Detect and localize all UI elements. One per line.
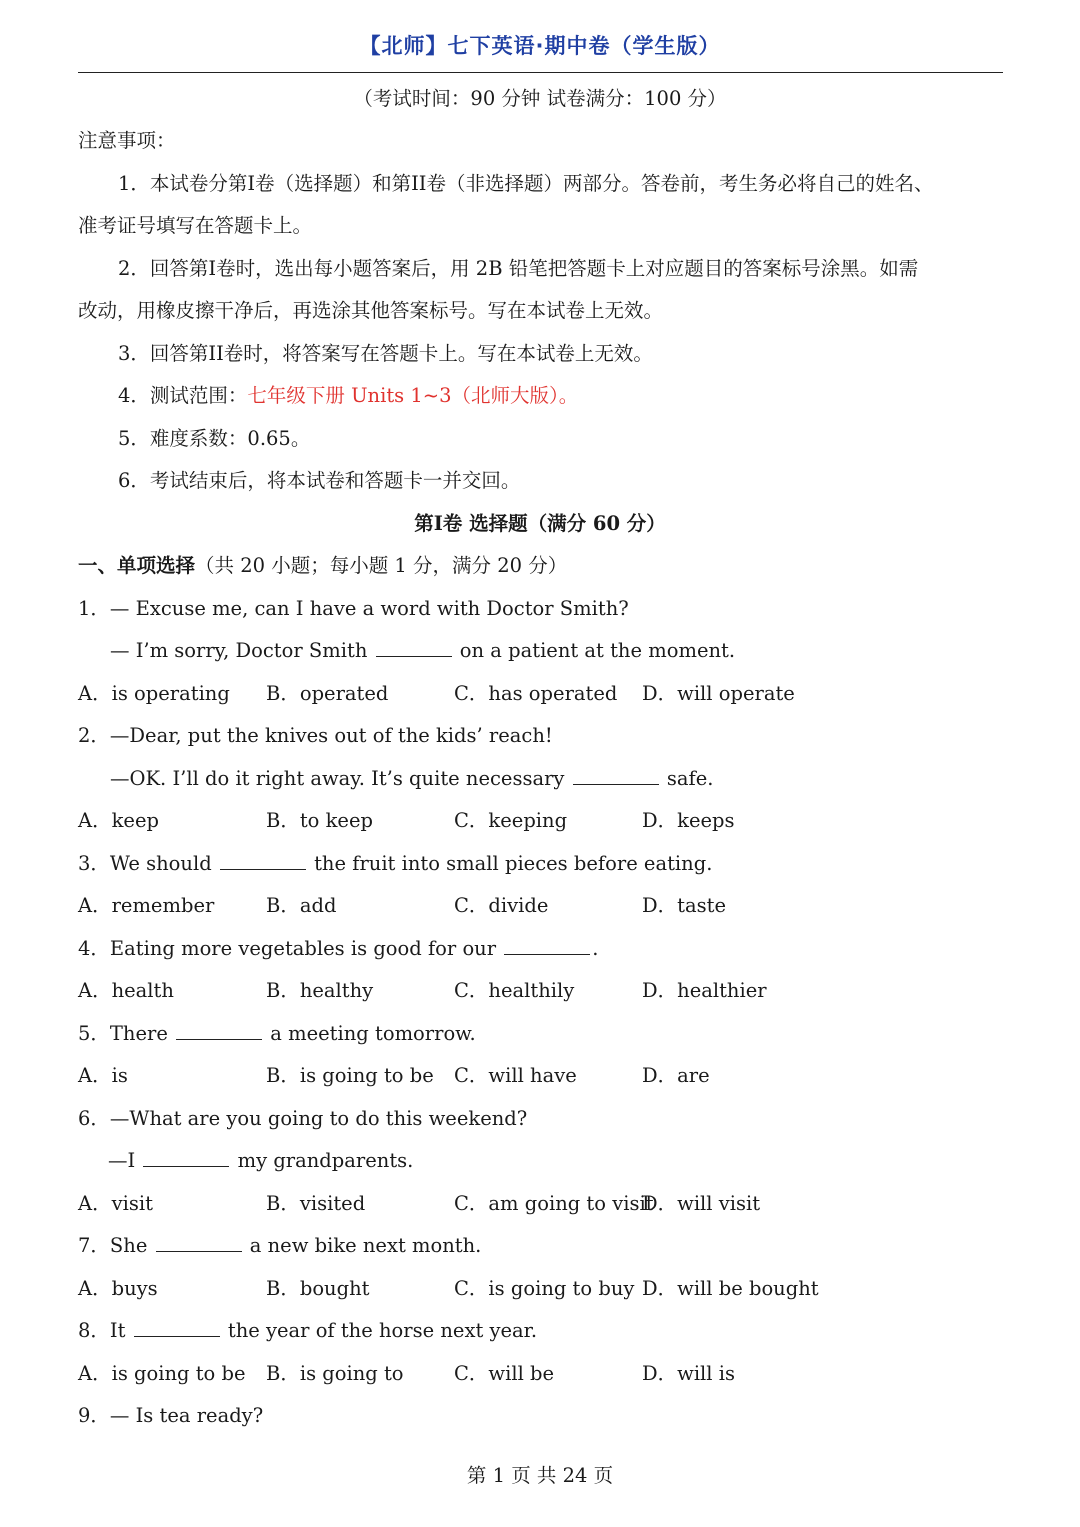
question-1-option-c: C．has operated	[454, 682, 618, 705]
note-item-6: 6．考试结束后，将本试卷和答题卡一并交回。	[118, 469, 521, 492]
question-3-option-a: A．remember	[78, 894, 215, 917]
question-5-option-b: B．is going to be	[266, 1064, 434, 1087]
question-4-stem	[78, 936, 598, 962]
question-6-option-a: A．visit	[78, 1192, 153, 1215]
question-6-stem: 6．—What are you going to do this weekend?	[78, 1107, 528, 1130]
question-4-option-c: C．healthily	[454, 979, 575, 1002]
question-2-option-b: B．to keep	[266, 809, 373, 832]
question-4-option-d: D．healthier	[642, 979, 767, 1002]
test-scope: 七年级下册 Units 1~3（北师大版）。	[247, 384, 579, 407]
question-6-response-pre: —I	[108, 1149, 136, 1172]
question-2-option-d: D．keeps	[642, 809, 735, 832]
note-item-1-line-2: 准考证号填写在答题卡上。	[78, 214, 313, 237]
question-2-response-pre: —OK. I’ll do it right away. It’s quite necessary	[110, 767, 565, 790]
note-item-4-label: 4．测试范围：	[118, 384, 248, 407]
question-2-response-post: safe.	[666, 767, 714, 790]
answer-blank	[376, 638, 452, 657]
question-4-stem-post: .	[592, 937, 599, 960]
question-4-option-b: B．healthy	[266, 979, 374, 1002]
question-3-stem-post: the fruit into small pieces before eating.	[314, 852, 713, 875]
page-footer: 第 1 页 共 24 页	[466, 1464, 614, 1487]
question-3-stem-pre: 3．We should	[78, 852, 212, 875]
answer-blank	[176, 1021, 262, 1040]
question-5-stem-post: a meeting tomorrow.	[270, 1022, 476, 1045]
question-7-option-d: D．will be bought	[642, 1277, 819, 1300]
question-4-option-a: A．health	[78, 979, 174, 1002]
question-2-option-a: A．keep	[78, 809, 159, 832]
question-7-option-b: B．bought	[266, 1277, 370, 1300]
question-1-response-pre: — I’m sorry, Doctor Smith	[110, 639, 368, 662]
section-1-title	[78, 553, 567, 579]
question-6-response-post: my grandparents.	[237, 1149, 414, 1172]
answer-blank	[143, 1148, 229, 1167]
section-1-title-rest: （共 20 小题；每小题 1 分，满分 20 分）	[195, 554, 568, 577]
question-7-option-c: C．is going to buy	[454, 1277, 635, 1300]
question-8-option-b: B．is going to	[266, 1362, 404, 1385]
question-2-response	[110, 766, 713, 792]
question-3-option-d: D．taste	[642, 894, 726, 917]
question-2-stem: 2．—Dear, put the knives out of the kids’ reach!	[78, 724, 553, 747]
question-7-stem-pre: 7．She	[78, 1234, 148, 1257]
question-6-response	[108, 1148, 413, 1174]
question-4-stem-pre: 4．Eating more vegetables is good for our	[78, 937, 497, 960]
answer-blank	[156, 1233, 242, 1252]
section-1-title-bold: 一、单项选择	[78, 554, 196, 577]
question-3-stem	[78, 851, 712, 877]
note-item-3: 3．回答第II卷时，将答案写在答题卡上。写在本试卷上无效。	[118, 342, 653, 365]
question-1-stem: 1．— Excuse me, can I have a word with Doctor Smith?	[78, 597, 629, 620]
question-7-stem-post: a new bike next month.	[249, 1234, 482, 1257]
question-6-option-d: D．will visit	[642, 1192, 761, 1215]
question-6-option-b: B．visited	[266, 1192, 366, 1215]
question-8-stem-post: the year of the horse next year.	[227, 1319, 538, 1342]
page-header-title: 【北师】七下英语·期中卷（学生版）	[359, 34, 721, 58]
question-8-option-a: A．is going to be	[78, 1362, 246, 1385]
question-1-response-post: on a patient at the moment.	[459, 639, 736, 662]
answer-blank	[573, 766, 659, 785]
note-item-2-line-2: 改动，用橡皮擦干净后，再选涂其他答案标号。写在本试卷上无效。	[78, 299, 664, 322]
question-5-option-d: D．are	[642, 1064, 710, 1087]
question-5-stem-pre: 5．There	[78, 1022, 168, 1045]
question-7-stem	[78, 1233, 481, 1259]
question-9-stem: 9．— Is tea ready?	[78, 1404, 264, 1427]
exam-info: （考试时间：90 分钟 试卷满分：100 分）	[353, 87, 727, 110]
question-8-option-c: C．will be	[454, 1362, 555, 1385]
note-item-4	[118, 383, 578, 409]
question-1-option-a: A．is operating	[78, 682, 230, 705]
note-item-1-line-1: 1．本试卷分第I卷（选择题）和第II卷（非选择题）两部分。答卷前，考生务必将自己的姓名、	[118, 172, 934, 195]
note-item-2-line-1: 2．回答第I卷时，选出每小题答案后，用 2B 铅笔把答题卡上对应题目的答案标号涂黑。如需	[118, 257, 919, 280]
question-8-stem-pre: 8．It	[78, 1319, 126, 1342]
answer-blank	[220, 851, 306, 870]
question-1-option-d: D．will operate	[642, 682, 795, 705]
notes-heading: 注意事项：	[78, 129, 176, 152]
question-3-option-b: B．add	[266, 894, 337, 917]
question-6-option-c: C．am going to visit	[454, 1192, 654, 1215]
answer-blank	[504, 936, 590, 955]
question-5-option-a: A．is	[78, 1064, 128, 1087]
answer-blank	[134, 1318, 220, 1337]
header-divider	[78, 72, 1003, 73]
question-3-option-c: C．divide	[454, 894, 549, 917]
question-7-option-a: A．buys	[78, 1277, 158, 1300]
question-1-option-b: B．operated	[266, 682, 389, 705]
question-8-option-d: D．will is	[642, 1362, 735, 1385]
question-2-option-c: C．keeping	[454, 809, 568, 832]
part-1-title: 第I卷 选择题（满分 60 分）	[414, 512, 666, 535]
question-5-stem	[78, 1021, 476, 1047]
question-1-response	[110, 638, 735, 664]
note-item-5: 5．难度系数：0.65。	[118, 427, 311, 450]
question-8-stem	[78, 1318, 537, 1344]
question-5-option-c: C．will have	[454, 1064, 577, 1087]
